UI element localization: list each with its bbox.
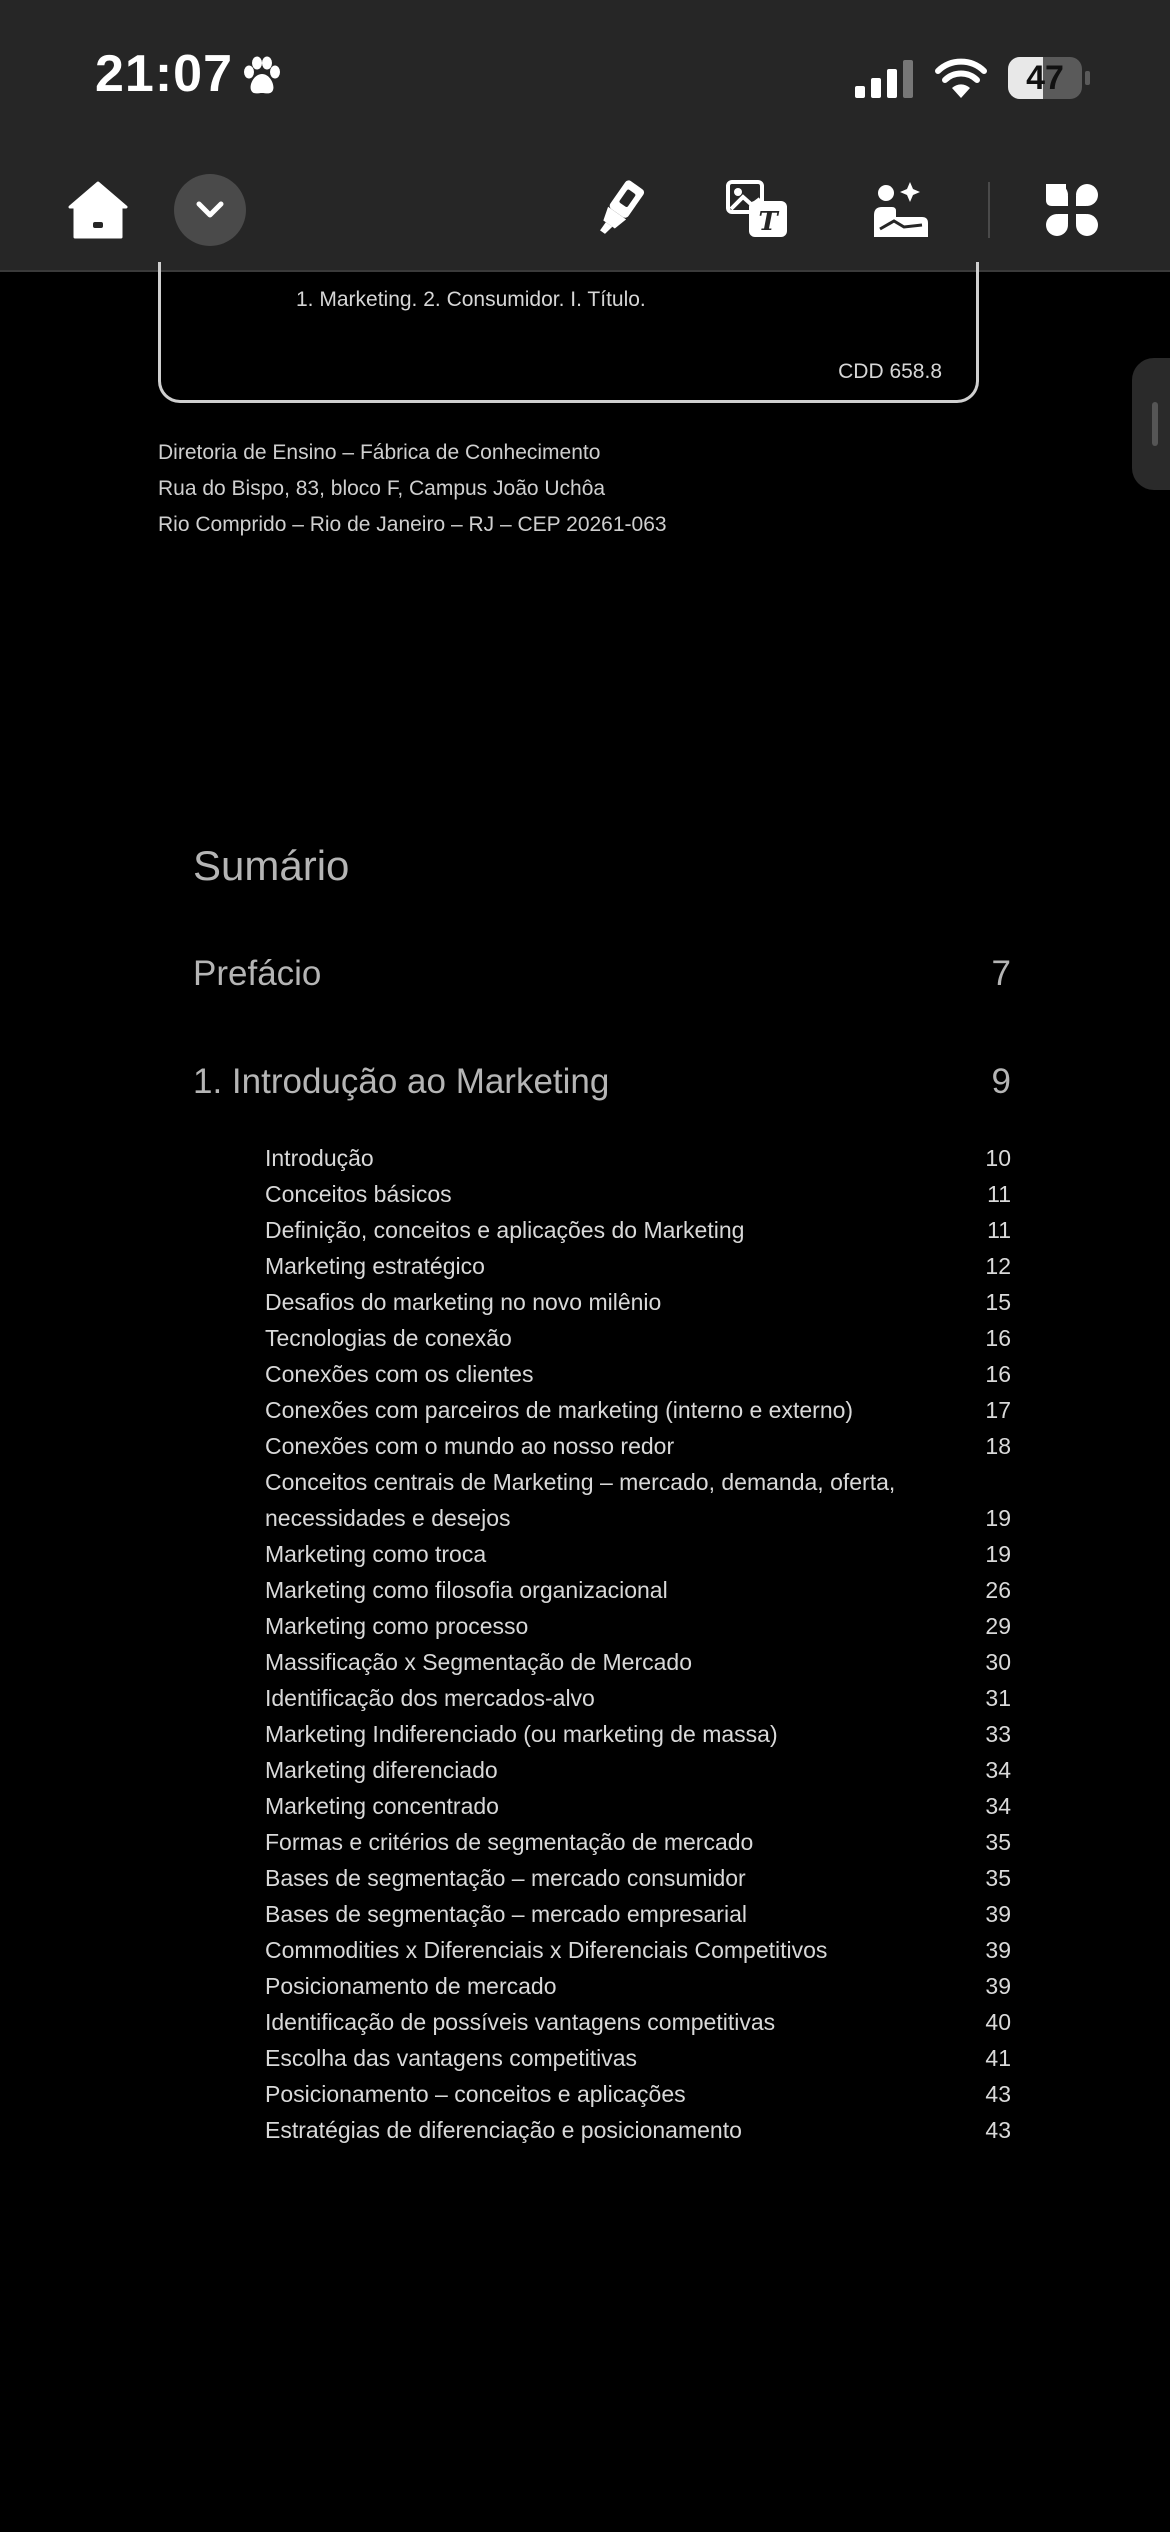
highlighter-button[interactable]: [582, 170, 654, 250]
toc-entry-label: Conceitos básicos: [265, 1181, 452, 1207]
toc-entry[interactable]: [265, 2112, 1011, 2148]
toc-entry[interactable]: [265, 1464, 1011, 1536]
catalog-card: [158, 262, 979, 403]
toc-entry-label: Conexões com parceiros de marketing (interno e externo): [265, 1397, 854, 1423]
toc-entry[interactable]: [265, 1320, 1011, 1356]
toc-entry-label: Posicionamento de mercado: [265, 1973, 557, 1999]
collapse-button[interactable]: [174, 174, 246, 246]
toc-entry[interactable]: [265, 1536, 1011, 1572]
chevron-down-icon: [195, 200, 225, 220]
toc-entry[interactable]: [265, 2076, 1011, 2112]
toc-entry-label: Marketing como filosofia organizacional: [265, 1577, 668, 1603]
toc-entry-page: 26: [985, 1577, 1011, 1603]
wifi-icon: [935, 56, 987, 98]
toc-entry-label: Introdução: [265, 1145, 374, 1171]
toc-entry-label: Escolha das vantagens competitivas: [265, 2045, 638, 2071]
toc-entry-page: 35: [985, 1829, 1011, 1855]
toc-entry[interactable]: [265, 1860, 1011, 1896]
catalog-cdd: CDD 658.8: [838, 360, 942, 383]
cellular-signal-icon: [855, 60, 915, 98]
toc-entry-page: 29: [985, 1613, 1011, 1639]
toc-entry-label: Tecnologias de conexão: [265, 1325, 512, 1351]
toc-entry-page: 10: [985, 1145, 1011, 1171]
toc-entry-label: Marketing concentrado: [265, 1793, 499, 1819]
toc-entry-label: Marketing como processo: [265, 1613, 529, 1639]
toc-chapter[interactable]: [193, 1062, 1011, 1102]
highlighter-icon: [588, 175, 648, 245]
toc-entry-label: Conexões com o mundo ao nosso redor: [265, 1433, 675, 1459]
toc-entry-page: 15: [985, 1289, 1011, 1315]
catalog-subjects: 1. Marketing. 2. Consumidor. I. Título.: [296, 288, 646, 311]
toc-entry-page: 33: [985, 1721, 1011, 1747]
battery-icon: [1008, 57, 1088, 99]
toc-entry-page: 11: [987, 1217, 1011, 1243]
svg-text:T: T: [758, 207, 778, 237]
translate-image-icon: [725, 179, 791, 241]
toc-entry-page: 34: [985, 1757, 1011, 1783]
home-button[interactable]: [62, 174, 134, 246]
toc-entry[interactable]: [265, 1968, 1011, 2004]
address-line: Rua do Bispo, 83, bloco F, Campus João Uchôa: [158, 477, 606, 500]
toc-entry-page: 35: [985, 1865, 1011, 1891]
toc-entry-page: 16: [985, 1325, 1011, 1351]
toc-entry-label: Bases de segmentação – mercado empresarial: [265, 1901, 747, 1927]
toc-entry-page: 43: [985, 2117, 1011, 2143]
toc-entry-page: 12: [985, 1253, 1011, 1279]
toc-entry-page: 19: [985, 1505, 1011, 1531]
toc-entry[interactable]: [265, 1788, 1011, 1824]
toc-entry-page: 39: [985, 1901, 1011, 1927]
toc-entries: [265, 1140, 1011, 2148]
toc-entry[interactable]: [265, 1572, 1011, 1608]
toc-entry-page: 34: [985, 1793, 1011, 1819]
address-line: Rio Comprido – Rio de Janeiro – RJ – CEP 20261-063: [158, 513, 667, 536]
toc-entry-page: 19: [985, 1541, 1011, 1567]
toc-entry[interactable]: [265, 1680, 1011, 1716]
toc-entry-label: Bases de segmentação – mercado consumidor: [265, 1865, 746, 1891]
toc-entry-page: 31: [985, 1685, 1011, 1711]
toc-preface-page: 7: [991, 954, 1011, 993]
toolbar-divider: [988, 182, 990, 238]
toc-entry-page: 39: [985, 1973, 1011, 1999]
toc-entry[interactable]: [265, 1932, 1011, 1968]
toc-entry-page: 18: [985, 1433, 1011, 1459]
toc-entry[interactable]: [265, 2040, 1011, 2076]
toc-entry-label: Commodities x Diferenciais x Diferenciais Competitivos: [265, 1937, 828, 1963]
toc-entry[interactable]: [265, 1644, 1011, 1680]
toc-entry[interactable]: [265, 1896, 1011, 1932]
toc-entry[interactable]: [265, 1824, 1011, 1860]
toc-entry-page: 39: [985, 1937, 1011, 1963]
toc-entry-page: 16: [985, 1361, 1011, 1387]
toc-entry-page: 30: [985, 1649, 1011, 1675]
toc-entry-label: Estratégias de diferenciação e posicionamento: [265, 2117, 742, 2143]
toc-preface-label: Prefácio: [193, 954, 322, 993]
toc-entry[interactable]: [265, 1752, 1011, 1788]
ai-image-button[interactable]: [866, 174, 938, 246]
side-panel-handle[interactable]: [1132, 358, 1170, 490]
toc-entry[interactable]: [265, 1284, 1011, 1320]
battery-percent: 47: [1026, 59, 1064, 97]
toc-entry[interactable]: [265, 1248, 1011, 1284]
toc-entry-label: Marketing diferenciado: [265, 1757, 498, 1783]
toc-entry-page: 40: [985, 2009, 1011, 2035]
toc-entry[interactable]: [265, 1428, 1011, 1464]
toc-entry[interactable]: [265, 1392, 1011, 1428]
toc-chapter-page: 9: [991, 1062, 1011, 1101]
toc-entry[interactable]: [265, 1356, 1011, 1392]
apps-grid-icon: [1042, 180, 1102, 240]
handle-grip: [1152, 402, 1158, 446]
toc-chapter-label: 1. Introdução ao Marketing: [193, 1062, 610, 1101]
toc-entry-label: Identificação de possíveis vantagens competitivas: [265, 2009, 776, 2035]
toc-entry-page: 11: [987, 1181, 1011, 1207]
paw-icon: [240, 55, 284, 99]
translate-image-button[interactable]: [722, 174, 794, 246]
toc-entry-page: 43: [985, 2081, 1011, 2107]
status-bar: [0, 0, 1170, 150]
home-icon: [67, 180, 129, 240]
toc-entry-label: Desafios do marketing no novo milênio: [265, 1289, 662, 1315]
toc-entry[interactable]: [265, 1716, 1011, 1752]
toc-entry-label: Definição, conceitos e aplicações do Marketing: [265, 1217, 745, 1243]
toc-entry-label: Conexões com os clientes: [265, 1361, 534, 1387]
toc-entry-label: Conceitos centrais de Marketing – mercado, demanda, oferta, necessidades e desejos: [265, 1469, 896, 1531]
reader-toolbar: [0, 150, 1170, 272]
toc-preface[interactable]: [193, 954, 1011, 994]
toc-entry-label: Identificação dos mercados-alvo: [265, 1685, 595, 1711]
toc-entry-label: Formas e critérios de segmentação de mercado: [265, 1829, 754, 1855]
toc-entry[interactable]: [265, 2004, 1011, 2040]
toc-entry-label: Marketing como troca: [265, 1541, 487, 1567]
toc-entry-label: Posicionamento – conceitos e aplicações: [265, 2081, 686, 2107]
ai-image-icon: [870, 179, 934, 241]
toc-entry[interactable]: [265, 1176, 1011, 1212]
toc-entry[interactable]: [265, 1212, 1011, 1248]
address-line: Diretoria de Ensino – Fábrica de Conhecimento: [158, 441, 601, 464]
toc-entry-page: 41: [985, 2045, 1011, 2071]
toc-entry[interactable]: [265, 1608, 1011, 1644]
toc-entry-label: Marketing estratégico: [265, 1253, 485, 1279]
toc-entry-page: 17: [985, 1397, 1011, 1423]
toc-entry-label: Marketing Indiferenciado (ou marketing de massa): [265, 1721, 778, 1747]
toc-title: Sumário: [193, 842, 350, 889]
toc-entry[interactable]: [265, 1140, 1011, 1176]
toc-entry-label: Massificação x Segmentação de Mercado: [265, 1649, 692, 1675]
status-time: 21:07: [95, 45, 233, 103]
apps-button[interactable]: [1036, 174, 1108, 246]
